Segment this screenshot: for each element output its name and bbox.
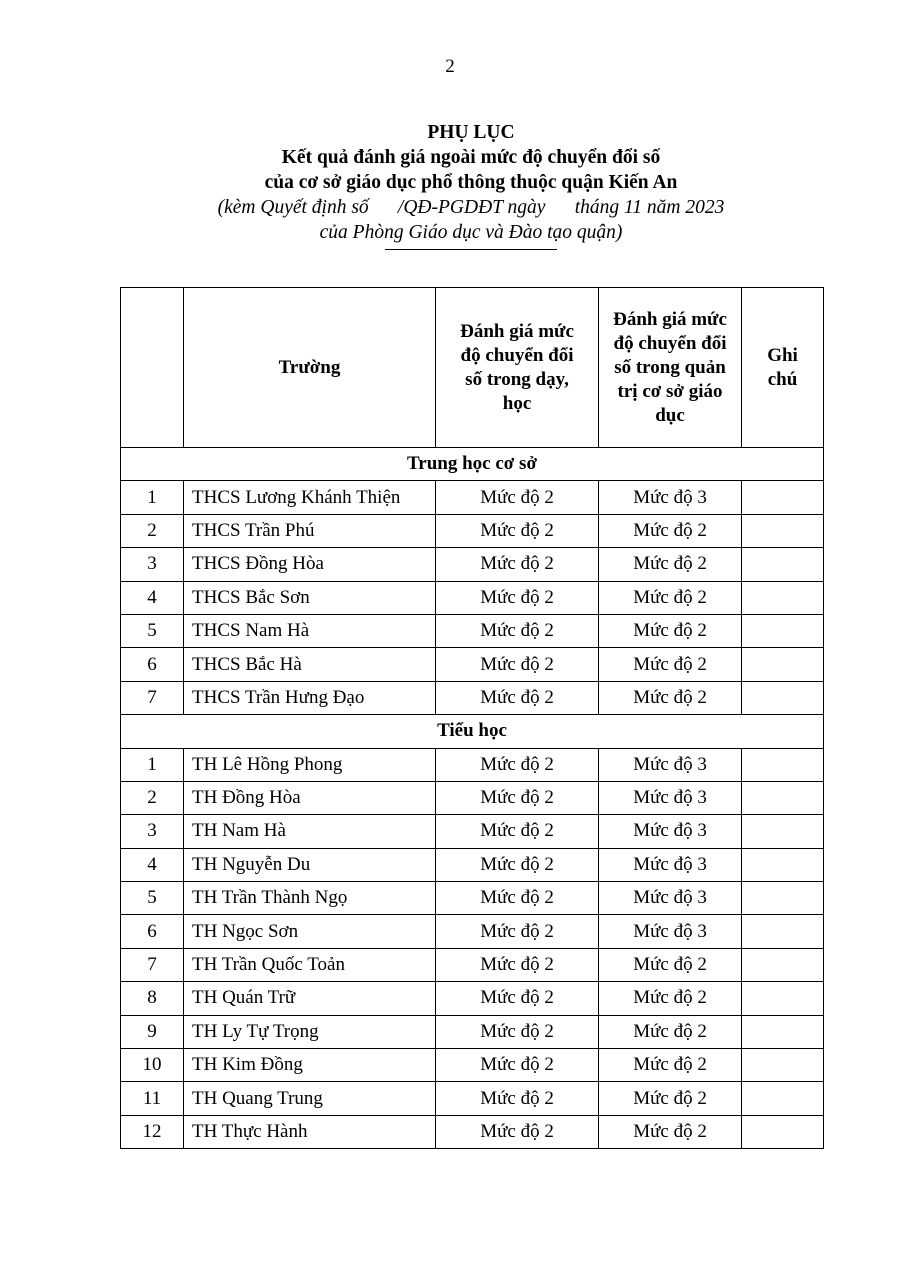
section-title: Trung học cơ sở [121, 448, 824, 481]
row-index: 10 [121, 1049, 184, 1082]
notes [742, 1082, 824, 1115]
management-level: Mức độ 3 [599, 882, 742, 915]
management-level: Mức độ 3 [599, 915, 742, 948]
table-row [121, 815, 824, 848]
teaching-level: Mức độ 2 [436, 481, 599, 514]
table-header-row [121, 288, 824, 448]
issuing-office: của Phòng Giáo dục và Đào tạo quận) [319, 222, 623, 243]
table-row [121, 781, 824, 814]
row-index: 9 [121, 1015, 184, 1048]
school-name: TH Ly Tự Trọng [184, 1015, 436, 1048]
header-index [121, 288, 184, 448]
management-level: Mức độ 2 [599, 681, 742, 714]
school-name: TH Nguyễn Du [184, 848, 436, 881]
notes [742, 514, 824, 547]
management-level: Mức độ 3 [599, 481, 742, 514]
heading-divider [385, 249, 557, 250]
row-index: 3 [121, 815, 184, 848]
management-level: Mức độ 2 [599, 581, 742, 614]
row-index: 4 [121, 581, 184, 614]
school-name: THCS Bắc Sơn [184, 581, 436, 614]
row-index: 7 [121, 681, 184, 714]
notes [742, 1115, 824, 1148]
table-row [121, 648, 824, 681]
document-heading [0, 120, 900, 250]
school-name: TH Trần Quốc Toản [184, 948, 436, 981]
management-level: Mức độ 3 [599, 815, 742, 848]
appendix-subtitle-2: của cơ sở giáo dục phổ thông thuộc quận Kiến An [264, 172, 678, 193]
management-level: Mức độ 2 [599, 1115, 742, 1148]
decision-reference: (kèm Quyết định số /QĐ-PGDĐT ngày tháng 11 năm 2023 [217, 197, 725, 218]
notes [742, 882, 824, 915]
header-teaching-level: Đánh giá mức độ chuyển đổi số trong dạy, học [436, 288, 599, 448]
row-index: 6 [121, 915, 184, 948]
notes [742, 748, 824, 781]
table-row [121, 614, 824, 647]
management-level: Mức độ 2 [599, 948, 742, 981]
school-name: TH Quang Trung [184, 1082, 436, 1115]
management-level: Mức độ 2 [599, 514, 742, 547]
table-row [121, 514, 824, 547]
row-index: 1 [121, 748, 184, 781]
school-name: THCS Lương Khánh Thiện [184, 481, 436, 514]
school-name: THCS Bắc Hà [184, 648, 436, 681]
row-index: 12 [121, 1115, 184, 1148]
management-level: Mức độ 3 [599, 781, 742, 814]
teaching-level: Mức độ 2 [436, 882, 599, 915]
table-row [121, 915, 824, 948]
management-level: Mức độ 3 [599, 748, 742, 781]
teaching-level: Mức độ 2 [436, 748, 599, 781]
notes [742, 982, 824, 1015]
notes [742, 1015, 824, 1048]
notes [742, 848, 824, 881]
school-name: THCS Đồng Hòa [184, 548, 436, 581]
teaching-level: Mức độ 2 [436, 581, 599, 614]
teaching-level: Mức độ 2 [436, 815, 599, 848]
row-index: 3 [121, 548, 184, 581]
appendix-subtitle-1: Kết quả đánh giá ngoài mức độ chuyển đổi số [281, 147, 661, 168]
teaching-level: Mức độ 2 [436, 915, 599, 948]
header-management-level: Đánh giá mức độ chuyển đổi số trong quản trị cơ sở giáo dục [599, 288, 742, 448]
row-index: 6 [121, 648, 184, 681]
notes [742, 681, 824, 714]
school-name: TH Thực Hành [184, 1115, 436, 1148]
school-name: TH Trần Thành Ngọ [184, 882, 436, 915]
management-level: Mức độ 2 [599, 648, 742, 681]
notes [742, 915, 824, 948]
notes [742, 1049, 824, 1082]
management-level: Mức độ 2 [599, 614, 742, 647]
school-name: TH Nam Hà [184, 815, 436, 848]
teaching-level: Mức độ 2 [436, 1049, 599, 1082]
teaching-level: Mức độ 2 [436, 614, 599, 647]
school-name: TH Quán Trữ [184, 982, 436, 1015]
notes [742, 948, 824, 981]
teaching-level: Mức độ 2 [436, 848, 599, 881]
row-index: 8 [121, 982, 184, 1015]
teaching-level: Mức độ 2 [436, 681, 599, 714]
results-table [120, 287, 824, 1149]
management-level: Mức độ 2 [599, 982, 742, 1015]
school-name: THCS Nam Hà [184, 614, 436, 647]
school-name: THCS Trần Hưng Đạo [184, 681, 436, 714]
header-notes: Ghi chú [742, 288, 824, 448]
table-row [121, 1082, 824, 1115]
header-school: Trường [184, 288, 436, 448]
teaching-level: Mức độ 2 [436, 982, 599, 1015]
notes [742, 614, 824, 647]
row-index: 7 [121, 948, 184, 981]
management-level: Mức độ 2 [599, 1082, 742, 1115]
teaching-level: Mức độ 2 [436, 514, 599, 547]
table-row [121, 548, 824, 581]
teaching-level: Mức độ 2 [436, 1115, 599, 1148]
management-level: Mức độ 2 [599, 548, 742, 581]
row-index: 11 [121, 1082, 184, 1115]
table-row [121, 681, 824, 714]
table-row [121, 581, 824, 614]
table-body [121, 448, 824, 1149]
notes [742, 581, 824, 614]
teaching-level: Mức độ 2 [436, 948, 599, 981]
table-row [121, 1049, 824, 1082]
section-row [121, 448, 824, 481]
appendix-title: PHỤ LỤC [427, 122, 515, 143]
row-index: 5 [121, 614, 184, 647]
notes [742, 548, 824, 581]
table-row [121, 982, 824, 1015]
row-index: 5 [121, 882, 184, 915]
teaching-level: Mức độ 2 [436, 548, 599, 581]
notes [742, 648, 824, 681]
row-index: 4 [121, 848, 184, 881]
section-title: Tiểu học [121, 715, 824, 748]
table-row [121, 1015, 824, 1048]
table-row [121, 882, 824, 915]
table-row [121, 1115, 824, 1148]
school-name: TH Kim Đồng [184, 1049, 436, 1082]
teaching-level: Mức độ 2 [436, 781, 599, 814]
table-row [121, 948, 824, 981]
teaching-level: Mức độ 2 [436, 1015, 599, 1048]
page-number: 2 [445, 56, 455, 77]
management-level: Mức độ 2 [599, 1049, 742, 1082]
table-row [121, 748, 824, 781]
table-row [121, 848, 824, 881]
section-row [121, 715, 824, 748]
teaching-level: Mức độ 2 [436, 1082, 599, 1115]
school-name: THCS Trần Phú [184, 514, 436, 547]
row-index: 2 [121, 781, 184, 814]
notes [742, 815, 824, 848]
notes [742, 781, 824, 814]
row-index: 1 [121, 481, 184, 514]
table-row [121, 481, 824, 514]
notes [742, 481, 824, 514]
management-level: Mức độ 2 [599, 1015, 742, 1048]
school-name: TH Lê Hồng Phong [184, 748, 436, 781]
row-index: 2 [121, 514, 184, 547]
school-name: TH Đồng Hòa [184, 781, 436, 814]
management-level: Mức độ 3 [599, 848, 742, 881]
school-name: TH Ngọc Sơn [184, 915, 436, 948]
teaching-level: Mức độ 2 [436, 648, 599, 681]
